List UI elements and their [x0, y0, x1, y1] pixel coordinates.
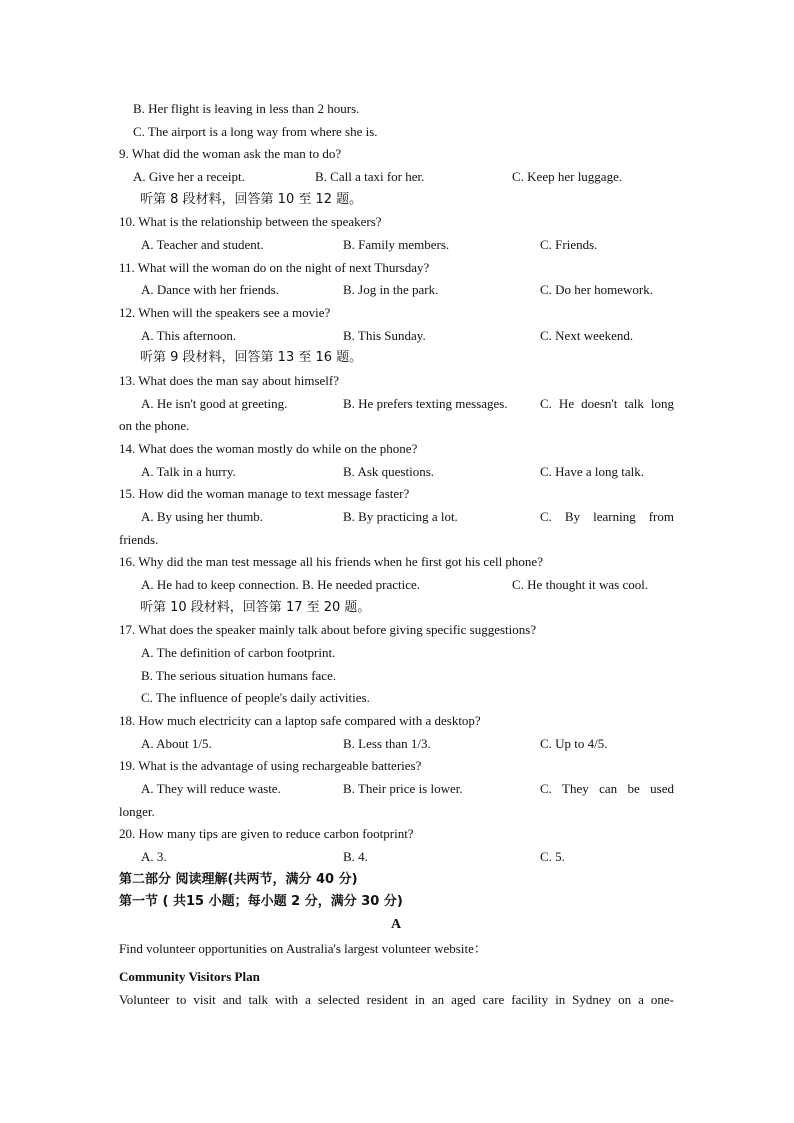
- community-visitors-plan-title: Community Visitors Plan: [119, 969, 260, 984]
- option-8b: B. Her flight is leaving in less than 2 hours.: [133, 101, 360, 116]
- option-8c: C. The airport is a long way from where she is.: [133, 124, 378, 139]
- option-20c: C. 5.: [540, 849, 565, 864]
- option-18c: C. Up to 4/5.: [540, 736, 608, 751]
- option-11c: C. Do her homework.: [540, 282, 654, 297]
- material-10-instruction: 听第 10 段材料，回答第 17 至 20 题。: [140, 600, 371, 615]
- part-two-heading: 第二部分 阅读理解(共两节，满分 40 分): [119, 872, 358, 887]
- option-20b: B. 4.: [343, 849, 368, 864]
- option-11a: A. Dance with her friends.: [141, 282, 279, 297]
- section-one-heading: 第一节 ( 共15 小题；每小题 2 分，满分 30 分): [119, 894, 403, 909]
- question-16: 16. Why did the man test message all his friends when he first got his cell phone?: [119, 554, 543, 569]
- option-9a: A. Give her a receipt.: [133, 169, 245, 184]
- option-14c: C. Have a long talk.: [540, 464, 644, 479]
- material-9-instruction: 听第 9 段材料，回答第 13 至 16 题。: [140, 350, 363, 365]
- question-9: 9. What did the woman ask the man to do?: [119, 146, 342, 161]
- option-13b: B. He prefers texting messages.: [343, 396, 508, 411]
- option-10a: A. Teacher and student.: [141, 237, 264, 252]
- option-12b: B. This Sunday.: [343, 328, 426, 343]
- option-12a: A. This afternoon.: [141, 328, 237, 343]
- community-visitors-plan-text: Volunteer to visit and talk with a selected resident in an aged care facility in Sydney on a one-: [119, 992, 674, 1007]
- passage-a-label: A: [391, 917, 402, 932]
- question-13: 13. What does the man say about himself?: [119, 373, 339, 388]
- option-16c: C. He thought it was cool.: [512, 577, 649, 592]
- material-8-instruction: 听第 8 段材料，回答第 10 至 12 题。: [140, 192, 363, 207]
- option-19c-continued: longer.: [119, 804, 155, 819]
- option-10c: C. Friends.: [540, 237, 598, 252]
- option-13c: C. He doesn't talk long: [540, 396, 674, 411]
- option-16ab: A. He had to keep connection. B. He needed practice.: [141, 577, 421, 592]
- option-9c: C. Keep her luggage.: [512, 169, 623, 184]
- option-15a: A. By using her thumb.: [141, 509, 264, 524]
- question-17: 17. What does the speaker mainly talk about before giving specific suggestions?: [119, 622, 537, 637]
- option-9b: B. Call a taxi for her.: [315, 169, 425, 184]
- option-13c-continued: on the phone.: [119, 418, 190, 433]
- question-14: 14. What does the woman mostly do while on the phone?: [119, 441, 418, 456]
- option-14a: A. Talk in a hurry.: [141, 464, 236, 479]
- passage-intro: Find volunteer opportunities on Australia's largest volunteer website：: [119, 941, 487, 956]
- question-15: 15. How did the woman manage to text message faster?: [119, 486, 410, 501]
- option-18b: B. Less than 1/3.: [343, 736, 431, 751]
- option-14b: B. Ask questions.: [343, 464, 435, 479]
- option-17a: A. The definition of carbon footprint.: [141, 645, 336, 660]
- option-19b: B. Their price is lower.: [343, 781, 463, 796]
- option-11b: B. Jog in the park.: [343, 282, 439, 297]
- option-13a: A. He isn't good at greeting.: [141, 396, 288, 411]
- option-19a: A. They will reduce waste.: [141, 781, 281, 796]
- option-12c: C. Next weekend.: [540, 328, 634, 343]
- option-18a: A. About 1/5.: [141, 736, 212, 751]
- question-19: 19. What is the advantage of using rechargeable batteries?: [119, 758, 422, 773]
- option-15c-continued: friends.: [119, 532, 159, 547]
- question-12: 12. When will the speakers see a movie?: [119, 305, 331, 320]
- option-15c: C. By learning from: [540, 509, 674, 524]
- option-17c: C. The influence of people's daily activities.: [141, 690, 370, 705]
- option-20a: A. 3.: [141, 849, 167, 864]
- question-11: 11. What will the woman do on the night of next Thursday?: [119, 260, 430, 275]
- option-10b: B. Family members.: [343, 237, 450, 252]
- option-19c: C. They can be used: [540, 781, 674, 796]
- option-17b: B. The serious situation humans face.: [141, 668, 337, 683]
- option-15b: B. By practicing a lot.: [343, 509, 458, 524]
- question-10: 10. What is the relationship between the speakers?: [119, 214, 382, 229]
- question-18: 18. How much electricity can a laptop safe compared with a desktop?: [119, 713, 481, 728]
- question-20: 20. How many tips are given to reduce carbon footprint?: [119, 826, 414, 841]
